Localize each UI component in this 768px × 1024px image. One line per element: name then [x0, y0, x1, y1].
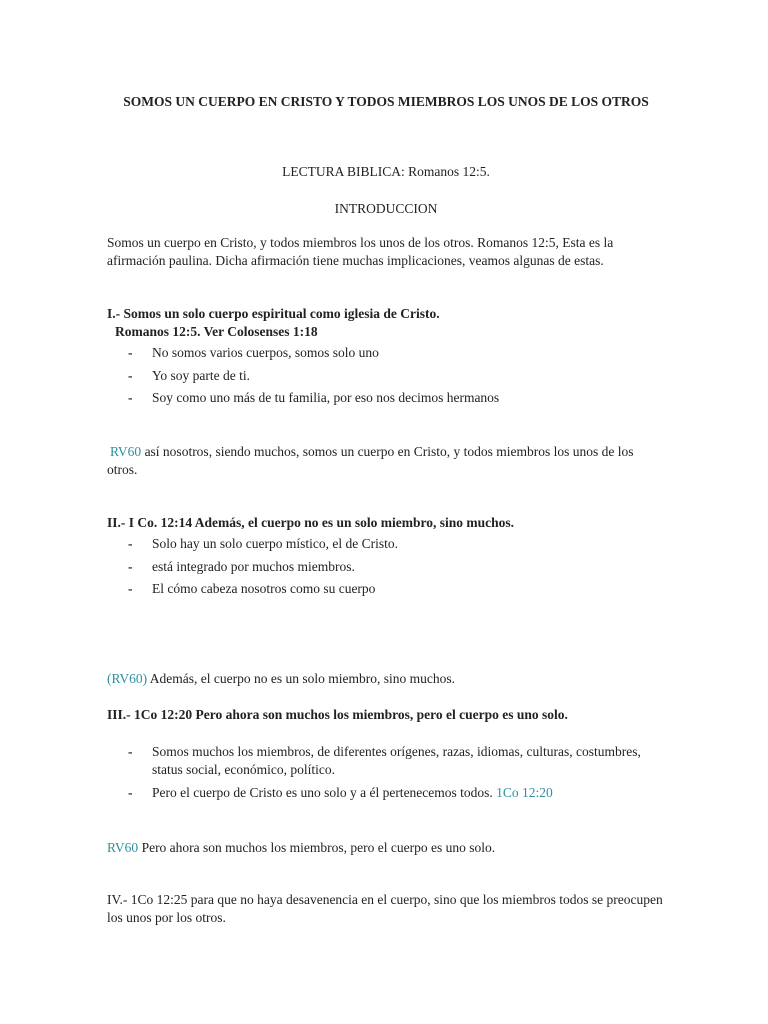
section-1-list [107, 344, 665, 412]
list-item: - está integrado por muchos miembros. [128, 558, 355, 574]
intro-paragraph: Somos un cuerpo en Cristo, y todos miembros los unos de los otros. Romanos 12:5, Esta es la afirmación paulina. Dicha afirmación tiene muchas implicaciones, veamos algunas de estas. [107, 235, 614, 268]
section-4-paragraph: IV.- 1Co 12:25 para que no haya desavenencia en el cuerpo, sino que los miembros todos se preocupen los unos por los otros. [107, 892, 663, 925]
section-2-verse [107, 670, 665, 688]
dash-bullet-icon: - [128, 536, 133, 551]
section-2-list [107, 535, 665, 603]
verse-reference: RV60 [110, 444, 142, 459]
list-item: - Somos muchos los miembros, de diferentes orígenes, razas, idiomas, culturas, costumbres, status social, económico, político. [128, 744, 641, 777]
dash-bullet-icon: - [128, 390, 133, 405]
list-item: - El cómo cabeza nosotros como su cuerpo [128, 581, 376, 596]
section-3-list [107, 743, 665, 806]
section-1-heading: I.- Somos un solo cuerpo espiritual como iglesia de Cristo. [107, 306, 440, 321]
list-item: - Yo soy parte de ti. [128, 367, 251, 383]
list-item: - Pero el cuerpo de Cristo es uno solo y a él pertenecemos todos. 1Co 12:20 [128, 784, 553, 800]
list-item: - Solo hay un solo cuerpo místico, el de Cristo. [128, 536, 398, 551]
dash-bullet-icon: - [128, 345, 133, 360]
section-3-heading: III.- 1Co 12:20 Pero ahora son muchos los miembros, pero el cuerpo es uno solo. [107, 707, 568, 722]
verse-text: Además, el cuerpo no es un solo miembro, sino muchos. [147, 671, 456, 686]
dash-bullet-icon: - [128, 784, 133, 800]
document-title: SOMOS UN CUERPO EN CRISTO Y TODOS MIEMBROS LOS UNOS DE LOS OTROS [123, 94, 649, 109]
dash-bullet-icon: - [128, 558, 133, 574]
verse-text: así nosotros, siendo muchos, somos un cuerpo en Cristo, y todos miembros los unos de los otros. [107, 444, 634, 477]
dash-bullet-icon: - [128, 367, 133, 383]
dash-bullet-icon: - [128, 744, 133, 759]
bible-reading: LECTURA BIBLICA: Romanos 12:5. [282, 164, 490, 179]
section-3-verse [107, 839, 665, 857]
intro-heading: INTRODUCCION [334, 201, 438, 216]
section-1-verse [107, 443, 665, 479]
verse-text: Pero ahora son muchos los miembros, pero el cuerpo es uno solo. [138, 840, 496, 855]
section-1-subheading: Romanos 12:5. Ver Colosenses 1:18 [115, 324, 318, 339]
list-item: - Soy como uno más de tu familia, por eso nos decimos hermanos [128, 390, 500, 405]
dash-bullet-icon: - [128, 581, 133, 596]
verse-reference: (RV60) [107, 671, 148, 686]
list-item: - No somos varios cuerpos, somos solo uno [128, 345, 379, 360]
verse-reference: 1Co 12:20 [496, 784, 553, 800]
verse-reference: RV60 [107, 840, 139, 855]
section-2-heading: II.- I Co. 12:14 Además, el cuerpo no es un solo miembro, sino muchos. [107, 515, 515, 530]
